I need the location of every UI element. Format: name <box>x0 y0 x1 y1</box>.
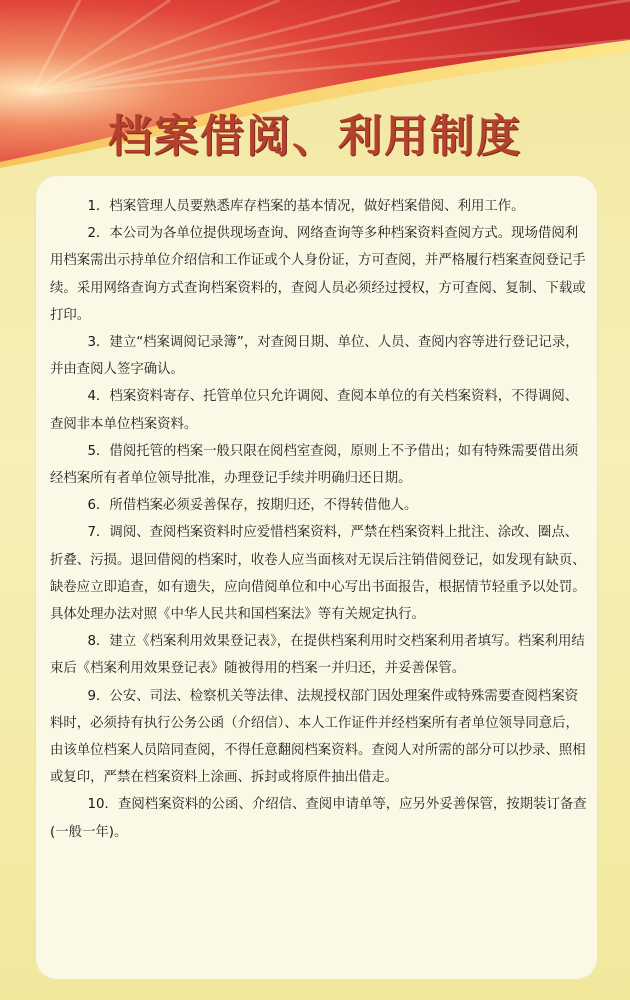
list-item: 3．建立“档案调阅记录簿”，对查阅日期、单位、人员、查阅内容等进行登记记录，并由查阅人签字确认。 <box>50 335 579 378</box>
list-item: 5．借阅托管的档案一般只限在阅档室查阅，原则上不予借出；如有特殊需要借出须经档案所有者单位领导批准，办理登记手续并明确归还日期。 <box>50 443 579 487</box>
list-item: 9．公安、司法、检察机关等法律、法规授权部门因处理案件或特殊需要查阅档案资料时，必须持有执行公务公函（介绍信）、本人工作证件并经档案所有者单位领导同意后，由该单位档案人员陪同查阅，不得任意翻阅档案资料。查阅人对所需的部分可以抄录、照相或复印，严禁在档案资料上涂画、拆封或将原件抽出借走。 <box>50 688 586 786</box>
list-item: 1．档案管理人员要熟悉库存档案的基本情况，做好档案借阅、利用工作。 <box>87 199 525 214</box>
regulation-list <box>50 193 590 846</box>
list-item: 2．本公司为各单位提供现场查询、网络查询等多种档案资料查阅方式。现场借阅利用档案需出示持单位介绍信和工作证或个人身份证，方可查阅，并严格履行档案查阅登记手续。采用网络查询方式查询档案资料的，查阅人员必须经过授权，方可查阅、复制、下载或打印。 <box>50 226 586 323</box>
list-item: 4．档案资料寄存、托管单位只允许调阅、查阅本单位的有关档案资料，不得调阅、查阅非本单位档案资料。 <box>50 389 579 432</box>
list-item: 6．所借档案必须妥善保存，按期归还，不得转借他人。 <box>87 498 418 514</box>
list-item: 8．建立《档案利用效果登记表》，在提供档案利用时交档案利用者填写。档案利用结束后《档案利用效果登记表》随被得用的档案一并归还，并妥善保管。 <box>50 634 585 677</box>
list-item: 7．调阅、查阅档案资料时应爱惜档案资料，严禁在档案资料上批注、涂改、圈点、折叠、污损。退回借阅的档案时，收卷人应当面核对无误后注销借阅登记，如发现有缺页、缺卷应立即追查，如有遗失，应向借阅单位和中心写出书面报告，根据情节轻重予以处罚。具体处理办法对照《中华人民共和国档案法》等有关规定执行。 <box>50 525 586 623</box>
list-item: 10．查阅档案资料的公函、介绍信、查阅申请单等，应另外妥善保管，按期装订备查(一般一年)。 <box>50 797 587 840</box>
page-title: 档案借阅、利用制度 <box>108 111 522 162</box>
